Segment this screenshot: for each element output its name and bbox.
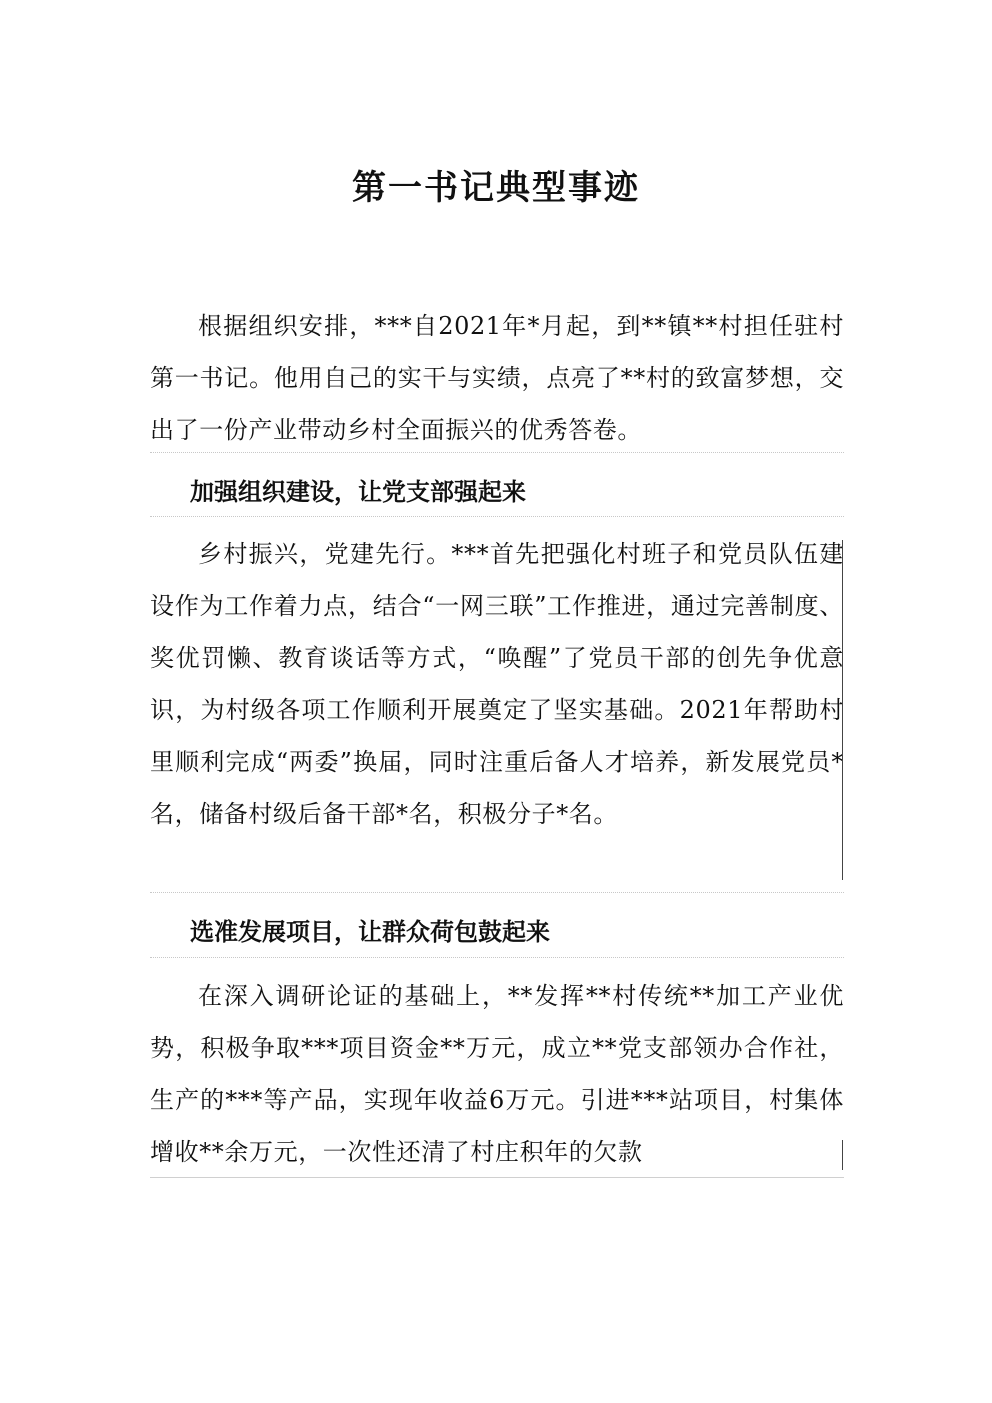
section-divider: [150, 452, 844, 453]
section-divider: [150, 892, 844, 893]
revision-margin-bar: [842, 1140, 843, 1170]
section-heading-organization: 加强组织建设，让党支部强起来: [190, 478, 526, 506]
document-title: 第一书记典型事迹: [352, 168, 640, 208]
section-body-organization: 乡村振兴，党建先行。***首先把强化村班子和党员队伍建设作为工作着力点，结合“一网三联”工作推进，通过完善制度、奖优罚懒、教育谈话等方式，“唤醒”了党员干部的创先争优意识，为村级各项工作顺利开展奠定了坚实基础。2021年帮助村里顺利完成“两委”换届，同时注重后备人才培养，新发展党员*名，储备村级后备干部*名，积极分子*名。: [150, 540, 844, 828]
section-divider: [150, 957, 844, 958]
intro-paragraph: 根据组织安排，***自2021年*月起，到**镇**村担任驻村第一书记。他用自己的实干与实绩，点亮了**村的致富梦想，交出了一份产业带动乡村全面振兴的优秀答卷。: [150, 312, 844, 444]
section-divider: [150, 516, 844, 517]
section-body-projects: 在深入调研论证的基础上，**发挥**村传统**加工产业优势，积极争取***项目资金**万元，成立**党支部领办合作社，生产的***等产品，实现年收益6万元。引进***站项目，村集体增收**余万元，一次性还清了村庄积年的欠款: [150, 982, 844, 1166]
revision-margin-bar: [842, 540, 843, 880]
section-heading-projects: 选准发展项目，让群众荷包鼓起来: [190, 918, 550, 946]
page-bottom-rule: [150, 1177, 844, 1178]
